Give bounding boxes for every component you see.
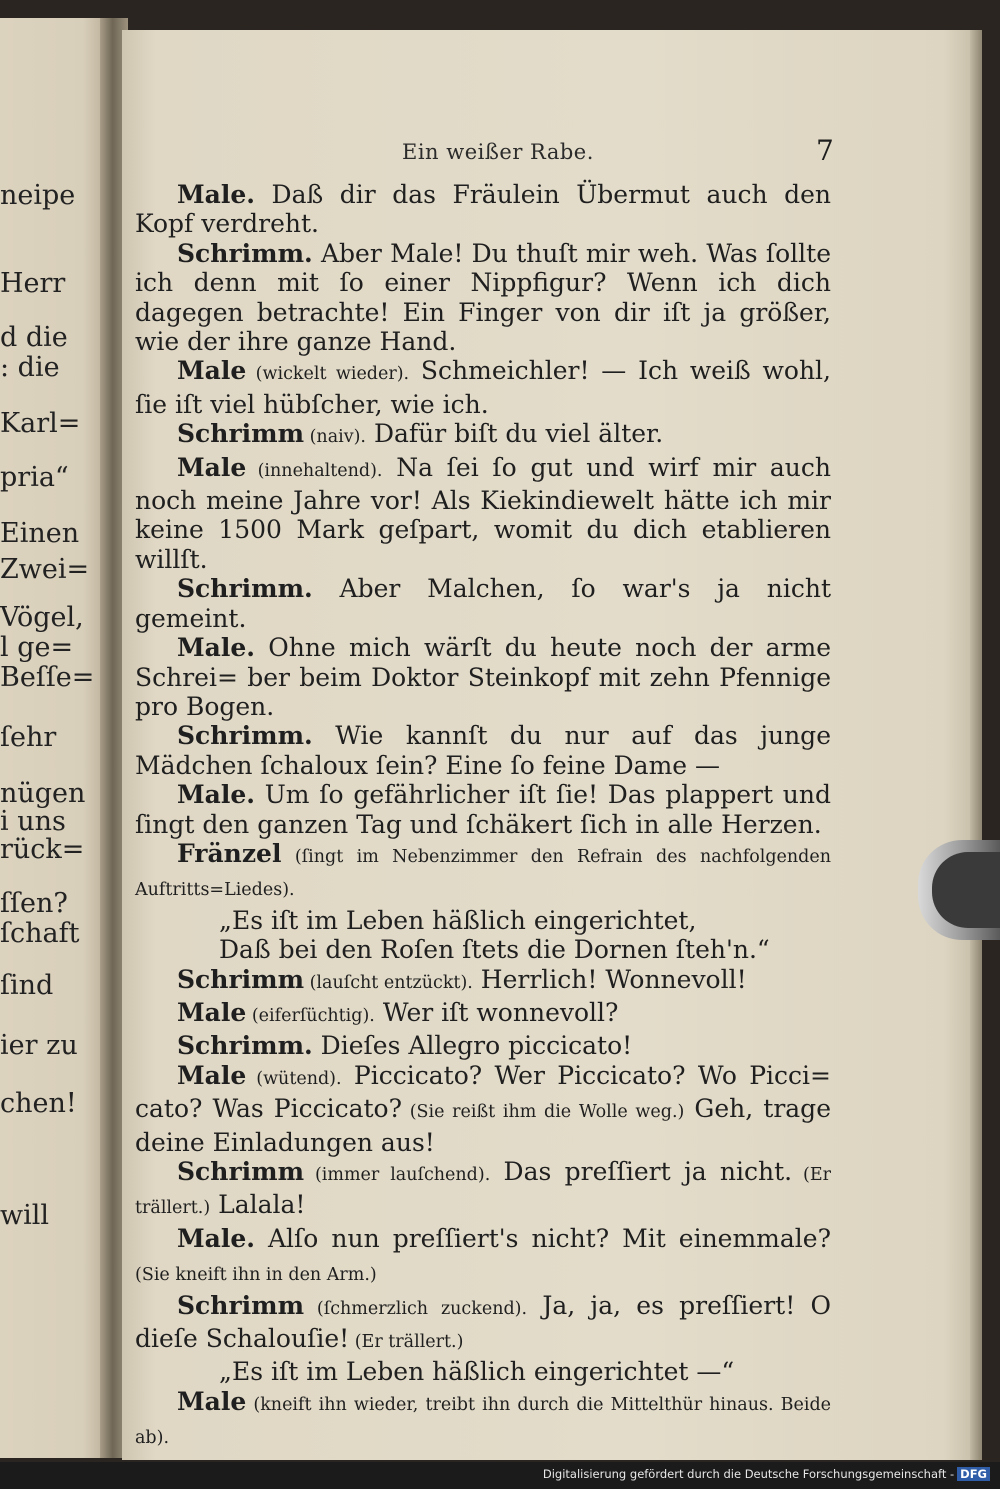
dfg-logo: DFG [957,1467,990,1481]
page-edge [970,30,982,1460]
speaker-name: Male. [177,1223,255,1253]
dialogue-paragraph [135,721,831,780]
dialogue-text: Wer iſt wonnevoll? [374,997,619,1027]
left-page-fragment: ier zu [0,1030,78,1061]
speaker-name: Male. [177,780,255,810]
left-page-fragment: Karl= [0,408,81,439]
left-page-fragment: will [0,1200,50,1231]
dialogue-paragraph [135,453,831,575]
dialogue-text: Dafür biſt du viel älter. [366,419,664,449]
stage-direction: (ſingt im Nebenzimmer den Refrain des nachfolgenden Auftritts=Liedes). [135,846,831,901]
speaker-name: Schrimm. [177,721,313,751]
left-page-fragment: neipe [0,180,76,211]
left-page-fragment: pria“ [0,462,69,493]
dialogue-text: Aber Malchen, ſo war's ja nicht gemeint. [135,574,831,633]
stage-direction: (wütend). [246,1068,342,1089]
dialogue-paragraph [135,1061,831,1157]
dialogue-paragraph [135,1224,831,1291]
speaker-name: Male [177,997,247,1027]
running-head: Ein weißer Rabe. [402,140,594,164]
left-page-fragment: chen! [0,1088,77,1119]
left-page-fragment: rück= [0,834,85,865]
dialogue-text: Schmeichler! — Ich weiß wohl, ſie iſt viel hübſcher, wie ich. [135,356,831,419]
dialogue-paragraph [135,1291,831,1358]
stage-direction: (Er trällert.) [135,1165,832,1219]
speaker-name: Male. [177,180,255,209]
dialogue-text: Piccicato? Wer Piccicato? Wo Picci= cato? Was Piccicato? [135,1060,831,1124]
dialogue-paragraph [135,180,831,239]
speaker-name: Male [177,356,247,386]
dialogue-paragraph [135,356,831,419]
stage-direction: (eiferſüchtig). [246,1005,375,1026]
dialogue-text: Na ſei ſo gut und wirf mir auch noch meine Jahre vor! Als Kiekindiewelt hätte ich mir keine 1500 Mark geſpart, womit du dich etablieren willſt. [135,452,831,574]
dialogue-paragraph [135,1031,831,1060]
dialogue-paragraph [135,839,831,906]
dialogue-paragraph [135,239,831,357]
dialogue-text: Wie kannſt du nur auf das junge Mädchen ſchaloux ſein? Eine ſo feine Dame — [135,721,831,780]
dialogue-paragraph [135,998,831,1031]
speaker-name: Schrimm [177,1157,305,1186]
dialogue-text: Ja, ja, es preſſiert! O dieſe Schalouſie! [135,1290,831,1354]
speaker-name: Male [177,452,247,482]
left-page-fragment: ſind [0,970,54,1001]
stage-direction: (lauſcht entzückt). [304,972,473,993]
dialogue-text: Um ſo gefährlicher iſt ſie! Das plappert und ſingt den ganzen Tag und ſchäkert ſich in alle Herzen. [135,780,831,839]
dialogue-paragraph [135,965,831,998]
dialogue-paragraph [135,419,831,452]
stage-direction: (Sie reißt ihm die Wolle weg.) [402,1102,685,1123]
dialogue-paragraph [135,780,831,839]
left-page-fragment: Beſſe= [0,662,95,693]
dialogue-text: Lalala! [210,1190,306,1220]
left-page-fragment: Herr [0,268,66,299]
speaker-name: Fränzel [177,838,282,868]
verse-line: Daß bei den Roſen ſtets die Dornen ſteh'n.“ [219,935,770,965]
left-page-fragment: ſſen? [0,888,68,919]
dialogue-paragraph [135,1157,831,1224]
left-page-fragment: nügen [0,778,86,809]
left-page-fragment: ſehr [0,722,57,753]
footer-text: Digitalisierung gefördert durch die Deutsche Forschungsgemeinschaft - [542,1467,955,1481]
speaker-name: Schrimm [177,1290,305,1320]
stage-direction: (naiv). [304,427,366,448]
verse-line: „Es iſt im Leben häßlich eingerichtet, [219,905,697,935]
dialogue-text: Ohne mich wärſt du heute noch der arme Schrei= ber beim Doktor Steinkopf mit zehn Pfennige pro Bogen. [135,633,831,721]
stage-direction: (Sie kneift ihn in den Arm.) [135,1265,377,1286]
dialogue-paragraph [135,633,831,721]
left-page-fragment: : die [0,352,60,383]
left-page-fragment: ſchaft [0,918,80,949]
speaker-name: Male [177,1386,247,1416]
stage-direction: (wickelt wieder). [246,364,410,385]
left-page-fragment: Vögel, [0,602,84,633]
stage-direction: (innehaltend). [246,460,383,481]
dialogue-paragraph [135,574,831,633]
left-page-fragment: Zwei= [0,554,90,585]
dialogue-text: Alſo nun preſſiert's nicht? Mit einemmale? [254,1223,831,1253]
stage-direction: (Er trällert.) [349,1332,464,1353]
speaker-name: Schrimm. [177,574,313,604]
verse-line: „Es iſt im Leben häßlich eingerichtet —“ [219,1357,735,1387]
left-page-fragment: i uns [0,806,66,837]
dialogue-text: Aber Male! Du thuſt mir weh. Was ſollte ich denn mit ſo einer Nippfigur? Wenn ich dich dagegen betrachte! Ein Finger von dir iſt ja größer, wie der ihre ganze Hand. [135,238,831,357]
speaker-name: Schrimm. [177,238,313,268]
page-number: 7 [816,134,834,167]
dialogue-paragraph [135,1387,831,1454]
speaker-name: Schrimm [177,964,305,994]
dialogue-text: Daß dir das Fräulein Übermut auch den Kopf verdreht. [135,180,831,239]
stage-direction: (immer lauſchend). [304,1165,491,1185]
dialogue-text: Das preſſiert ja nicht. [490,1157,793,1186]
footer-credit [543,1467,990,1481]
stage-direction: (ſchmerzlich zuckend). [304,1298,528,1319]
dialogue-text: Dieſes Allegro piccicato! [312,1031,633,1061]
left-page-fragment: l ge= [0,632,74,663]
speaker-name: Male [177,1060,247,1090]
page-clip-inner [932,852,1000,928]
speaker-name: Schrimm [177,419,305,449]
dialogue-text: Herrlich! Wonnevoll! [472,964,747,994]
dialogue-text: Geh, trage deine Einladungen aus! [135,1094,831,1157]
left-page-fragment: Einen [0,518,80,549]
page-body-text [135,180,831,1454]
speaker-name: Male. [177,633,255,663]
speaker-name: Schrimm. [177,1031,313,1061]
stage-direction: (kneift ihn wieder, treibt ihn durch die Mittelthür hinaus. Beide ab). [135,1394,831,1449]
left-page-fragment: d die [0,322,68,353]
